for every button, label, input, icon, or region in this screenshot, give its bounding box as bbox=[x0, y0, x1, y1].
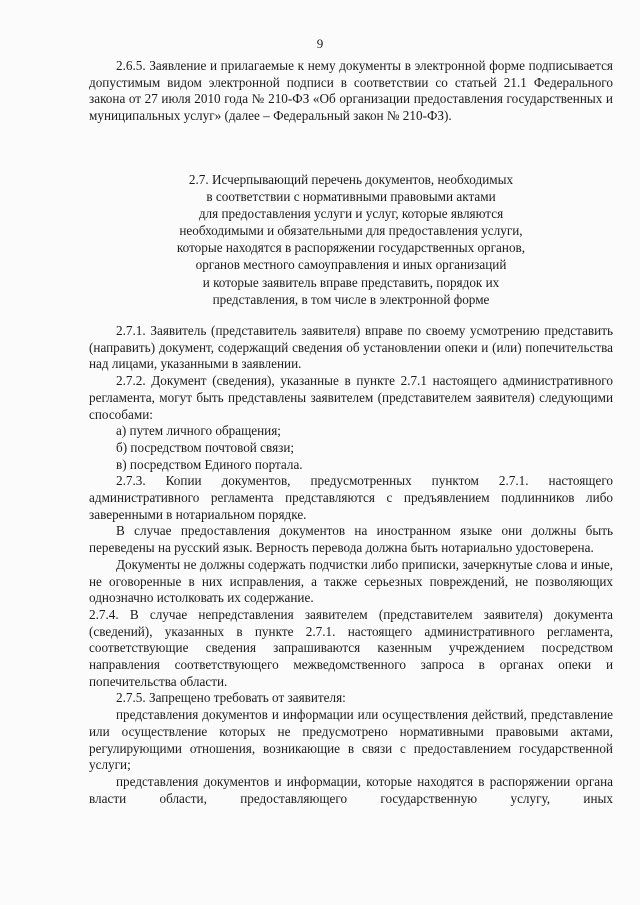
paragraph-prohibition-1: представления документов и информации или осуществления действий, представление или осуществление которых не предусмотрено нормативными правовыми актами, регулирующими отношения, возникающие в связи с предоставлением государственной услуги; bbox=[89, 707, 613, 773]
section-heading-line: представления, в том числе в электронной форме bbox=[212, 291, 490, 307]
paragraph-block-main bbox=[89, 323, 613, 807]
paragraph-2-7-3: 2.7.3. Копии документов, предусмотренных пунктом 2.7.1. настоящего административного регламента представляются с предъявлением подлинников либо заверенными в нотариальном порядке. bbox=[89, 473, 613, 522]
section-heading-line: которые находятся в распоряжении государственных органов, bbox=[176, 240, 526, 256]
section-heading-line: в соответствии с нормативными правовыми актами bbox=[206, 189, 496, 205]
paragraph-block-top bbox=[89, 58, 613, 125]
paragraph-foreign-language: В случае предоставления документов на иностранном языке они должны быть переведены на русский язык. Верность перевода должна быть нотариально удостоверена. bbox=[89, 523, 613, 556]
section-heading-line: для предоставления услуги и услуг, которые являются bbox=[198, 206, 504, 222]
paragraph-2-7-1: 2.7.1. Заявитель (представитель заявителя) вправе по своему усмотрению представить (направить) документ, содержащий сведения об установлении опеки и (или) попечительства над лицами, указанными в заявлении. bbox=[89, 323, 613, 372]
paragraph-2-7-5: 2.7.5. Запрещено требовать от заявителя: bbox=[116, 690, 346, 706]
section-heading-line: 2.7. Исчерпывающий перечень документов, необходимых bbox=[188, 172, 514, 187]
list-item-c: в) посредством Единого портала. bbox=[116, 456, 303, 472]
list-item-b: б) посредством почтовой связи; bbox=[116, 439, 295, 455]
paragraph-no-corrections: Документы не должны содержать подчистки либо приписки, зачеркнутые слова и иные, не оговоренные в них исправления, а также серьезных повреждений, не позволяющих однозначно истолковать их содержание. bbox=[89, 556, 613, 606]
section-heading-line: необходимыми и обязательными для предоставления услуги, bbox=[179, 223, 523, 239]
section-heading-line: и которые заявитель вправе представить, порядок их bbox=[202, 274, 500, 290]
section-heading-2-7 bbox=[89, 171, 613, 308]
section-heading-line: органов местного самоуправления и иных организаций bbox=[195, 257, 507, 273]
paragraph-2-7-2: 2.7.2. Документ (сведения), указанные в пункте 2.7.1 настоящего административного регламента, могут быть представлены заявителем (представителем заявителя) следующими способами: bbox=[89, 373, 613, 422]
paragraph-prohibition-2: представления документов и информации, которые находятся в распоряжении органа власти области, предоставляющего государственную услугу, иных bbox=[89, 773, 613, 806]
paragraph-2-6-5: 2.6.5. Заявление и прилагаемые к нему документы в электронной форме подписывается допустимым видом электронной подписи в соответствии со статьей 21.1 Федерального закона от 27 июля 2010 года № 210-ФЗ «Об организации предоставления государственных и муниципальных услуг» (далее – Федеральный закон № 210-ФЗ). bbox=[89, 58, 613, 124]
list-item-a: а) путем личного обращения; bbox=[116, 423, 281, 439]
page-number: 9 bbox=[316, 36, 324, 51]
paragraph-2-7-4: 2.7.4. В случае непредставления заявителем (представителем заявителя) документа (сведений), указанных в пункте 2.7.1. настоящего административного регламента, соответствующие сведения запрашиваются казенным учреждением посредством направления соответствующего межведомственного запроса в органах опеки и попечительства области. bbox=[89, 606, 613, 689]
